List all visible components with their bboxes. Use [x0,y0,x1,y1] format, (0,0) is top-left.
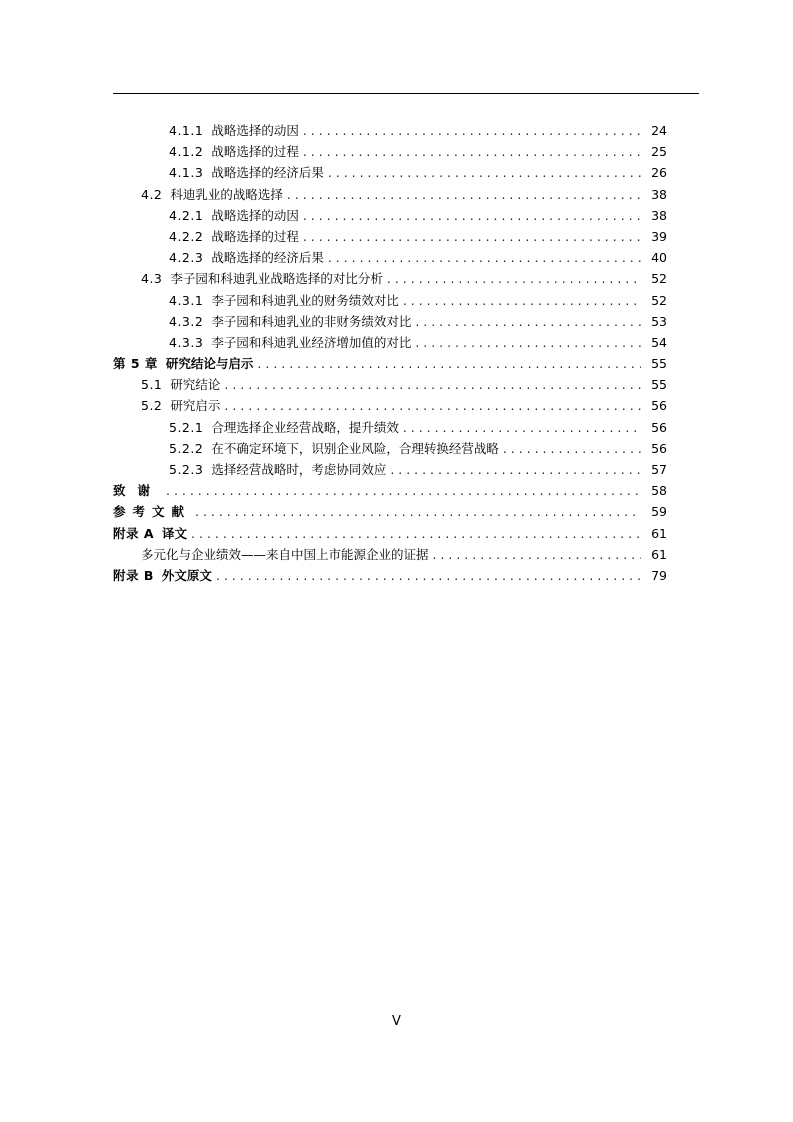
toc-entry-title: 李子园和科迪乳业的财务绩效对比 [211,292,399,308]
toc-entry-number: 5.2.1 [169,419,204,435]
toc-entry[interactable] [113,333,667,354]
toc-entry-page: 56 [651,398,667,414]
toc-entry-title: 译文 [162,525,188,541]
toc-entry-title: 李子园和科迪乳业战略选择的对比分析 [170,271,383,287]
toc-entry-number: 4.2 [141,186,163,202]
toc-entry-title: 研究结论 [170,377,221,393]
toc-entry-page: 55 [651,377,667,393]
toc-entry[interactable] [113,227,667,248]
toc-entry-title: 研究启示 [170,398,221,414]
dot-leader [195,504,641,519]
toc-entry-number: 第 5 章 [113,356,158,372]
toc-entry-page: 56 [651,419,667,435]
toc-entry-page: 38 [651,186,667,202]
dot-leader [390,462,641,477]
toc-entry-page: 61 [651,525,667,541]
toc-entry[interactable] [113,121,667,142]
toc-entry[interactable] [113,418,667,439]
dot-leader [328,250,641,265]
toc-entry-page: 79 [651,567,667,583]
toc-entry[interactable] [113,439,667,460]
toc-entry-number: 5.2 [141,398,163,414]
toc-entry-page: 40 [651,250,667,266]
toc-entry[interactable] [113,375,667,396]
header-rule [113,93,699,94]
toc-entry-page: 52 [651,271,667,287]
toc-entry-title: 科迪乳业的战略选择 [170,186,283,202]
toc-entry-title: 李子园和科迪乳业经济增加值的对比 [211,334,412,350]
toc-entry-number: 4.1.1 [169,123,204,138]
toc-entry-title: 致谢 [113,483,163,499]
toc-entry-number: 附录 B [113,567,154,583]
toc-entry-number: 4.1.2 [169,144,204,160]
toc-entry-number: 5.2.2 [169,440,204,456]
toc-entry-title: 合理选择企业经营战略，提升绩效 [211,419,399,435]
toc-entry[interactable] [113,206,667,227]
toc-entry[interactable] [113,269,667,290]
toc-entry[interactable] [113,545,667,566]
toc-entry-number: 5.1 [141,377,163,393]
toc-entry-number: 附录 A [113,525,155,541]
toc-entry-number: 5.2.3 [169,462,204,477]
dot-leader [387,271,641,286]
toc-entry-title: 选择经营战略时，考虑协同效应 [211,462,387,477]
toc-entry-number: 4.3.2 [169,313,204,329]
toc-entry-title: 在不确定环境下，识别企业风险，合理转换经营战略 [211,440,499,456]
toc-entry-number: 4.1.3 [169,165,204,181]
toc-entry-number: 4.3 [141,271,163,287]
toc-entry-title: 战略选择的经济后果 [211,250,324,266]
toc-entry-page: 57 [651,462,667,477]
toc-entry-title: 战略选择的过程 [211,144,299,160]
toc-entry-page: 39 [651,228,667,244]
dot-leader [303,229,641,244]
toc-entry-title: 研究结论与启示 [165,356,254,372]
toc-entry[interactable] [113,354,667,375]
dot-leader [303,144,641,159]
toc-entry-page: 58 [651,483,667,499]
toc-entry-page: 61 [651,546,667,562]
toc-entry-page: 59 [651,504,667,520]
dot-leader [328,165,641,180]
toc-entry[interactable] [113,142,667,163]
toc-entry-page: 56 [651,440,667,456]
toc-entry[interactable] [113,481,667,502]
toc-entry-title: 参考文献 [113,504,192,520]
toc-entry-page: 38 [651,207,667,223]
toc-entry[interactable] [113,163,667,184]
toc-entry-title: 多元化与企业绩效——来自中国上市能源企业的证据 [141,546,429,562]
toc-entry-title: 战略选择的过程 [211,228,299,244]
dot-leader [224,377,641,392]
toc-entry[interactable] [113,396,667,417]
dot-leader [166,483,641,498]
toc-entry-page: 52 [651,292,667,308]
toc-entry[interactable] [113,312,667,333]
dot-leader [403,420,641,435]
page-number: V [392,1014,401,1029]
toc-entry-title: 战略选择的动因 [211,207,299,223]
toc-entry-page: 55 [651,356,667,372]
dot-leader [216,568,641,583]
toc-entry[interactable] [113,248,667,269]
toc-entry-number: 4.2.2 [169,228,204,244]
toc-entry-number: 4.2.3 [169,250,204,266]
toc-entry-number: 4.3.1 [169,292,204,308]
dot-leader [403,293,641,308]
toc-entry-page: 25 [651,144,667,160]
toc-entry-page: 53 [651,313,667,329]
dot-leader [303,123,641,138]
toc-entry-title: 外文原文 [161,567,212,583]
table-of-contents [113,121,667,587]
dot-leader [503,441,641,456]
toc-entry[interactable] [113,185,667,206]
toc-entry-number: 4.2.1 [169,207,204,223]
toc-entry-page: 54 [651,334,667,350]
dot-leader [257,356,641,371]
dot-leader [287,187,641,202]
toc-entry-title: 战略选择的动因 [211,123,299,138]
dot-leader [191,526,641,541]
dot-leader [415,314,641,329]
toc-entry[interactable] [113,566,667,587]
toc-entry[interactable] [113,291,667,312]
toc-entry-page: 26 [651,165,667,181]
dot-leader [303,208,641,223]
toc-entry-title: 李子园和科迪乳业的非财务绩效对比 [211,313,412,329]
toc-entry-page: 24 [651,123,667,138]
dot-leader [433,547,641,562]
toc-entry[interactable] [113,524,667,545]
toc-entry[interactable] [113,460,667,481]
dot-leader [415,335,641,350]
toc-entry-number: 4.3.3 [169,334,204,350]
toc-entry-title: 战略选择的经济后果 [211,165,324,181]
toc-entry[interactable] [113,502,667,523]
dot-leader [224,398,641,413]
